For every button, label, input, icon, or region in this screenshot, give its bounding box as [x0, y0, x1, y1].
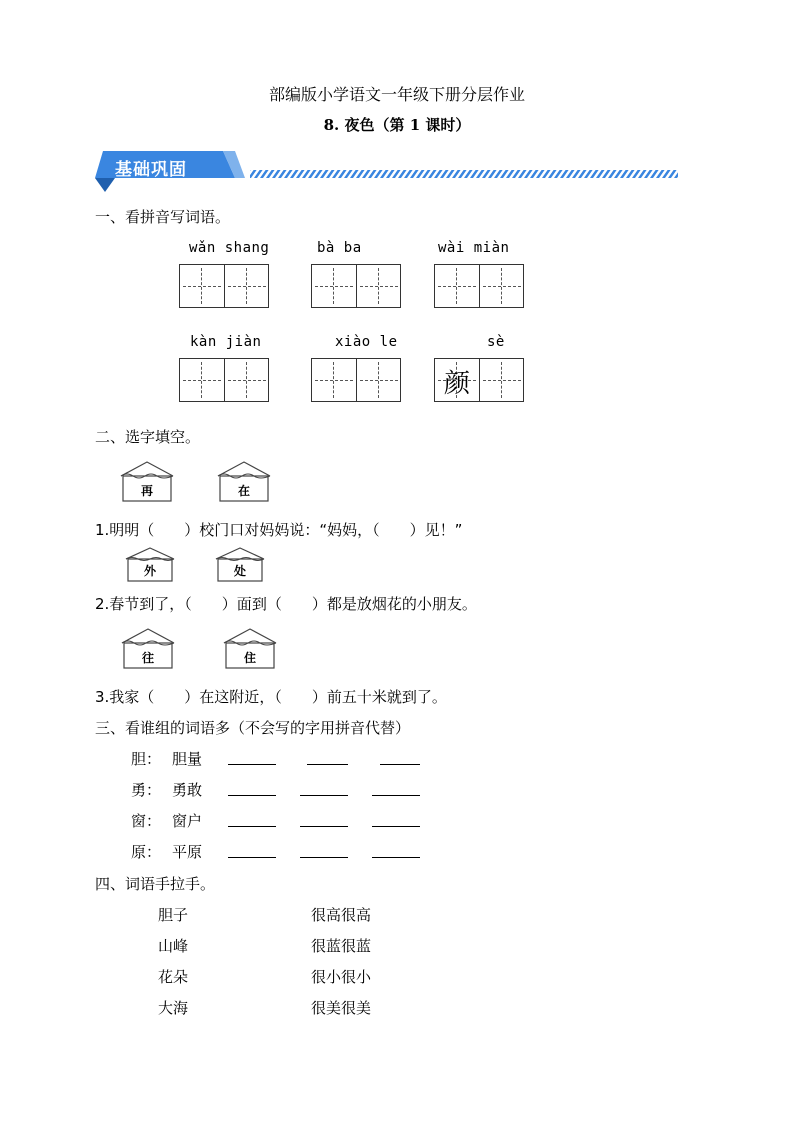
- section2-heading: 二、选字填空。: [95, 428, 201, 446]
- match-left-item[interactable]: 花朵: [158, 968, 189, 986]
- match-right-item[interactable]: 很小很小: [311, 968, 372, 986]
- fill-sentence: 2.春节到了，（ ）面到（ ）都是放烟花的小朋友。: [95, 595, 477, 613]
- answer-blank[interactable]: [307, 764, 348, 765]
- house-option-box: [222, 627, 278, 669]
- answer-blank[interactable]: [372, 826, 420, 827]
- pinyin-label: xiào le: [335, 334, 398, 350]
- house-option-box: [120, 627, 176, 669]
- pinyin-label: bà ba: [317, 240, 362, 256]
- answer-blank[interactable]: [300, 826, 348, 827]
- tian-grid-box[interactable]: [179, 358, 269, 402]
- word-example: 窗户: [172, 812, 203, 830]
- match-right-item[interactable]: 很美很美: [311, 999, 372, 1017]
- answer-blank[interactable]: [228, 795, 276, 796]
- section3-heading: 三、看谁组的词语多（不会写的字用拼音代替）: [95, 719, 411, 737]
- house-option-box: [214, 546, 266, 582]
- word-char: 窗：: [131, 812, 162, 830]
- pinyin-label: kàn jiàn: [190, 334, 262, 350]
- pinyin-label: wài miàn: [438, 240, 510, 256]
- match-left-item[interactable]: 山峰: [158, 937, 189, 955]
- option-char: 外: [143, 564, 156, 578]
- answer-blank[interactable]: [228, 764, 276, 765]
- banner-label: 基础巩固: [115, 160, 187, 180]
- tian-grid-box[interactable]: [179, 264, 269, 308]
- option-char: 再: [140, 484, 153, 498]
- page-title: 部编版小学语文一年级下册分层作业: [268, 85, 525, 104]
- pinyin-label: wǎn shang: [189, 240, 270, 256]
- given-character: 颜: [443, 369, 470, 399]
- answer-blank[interactable]: [380, 764, 420, 765]
- option-char: 往: [141, 651, 154, 665]
- section4-heading: 四、词语手拉手。: [95, 875, 216, 893]
- fill-sentence: 3.我家（ ）在这附近，（ ）前五十米就到了。: [95, 688, 447, 706]
- word-char: 勇：: [131, 781, 162, 799]
- answer-blank[interactable]: [300, 795, 348, 796]
- word-char: 原：: [131, 843, 162, 861]
- section1-heading: 一、看拼音写词语。: [95, 208, 231, 226]
- match-left-item[interactable]: 胆子: [158, 906, 189, 924]
- answer-blank[interactable]: [372, 857, 420, 858]
- tian-grid-box[interactable]: [311, 264, 401, 308]
- tian-grid-box[interactable]: [434, 264, 524, 308]
- word-char: 胆：: [131, 750, 162, 768]
- house-option-box: [124, 546, 176, 582]
- match-right-item[interactable]: 很蓝很蓝: [311, 937, 372, 955]
- answer-blank[interactable]: [228, 826, 276, 827]
- answer-blank[interactable]: [372, 795, 420, 796]
- fill-sentence: 1.明明（ ）校门口对妈妈说：“妈妈，（ ）见！”: [95, 521, 463, 539]
- lesson-subtitle: 8. 夜色（第 1 课时）: [323, 116, 471, 134]
- house-option-box: [119, 460, 175, 502]
- option-char: 处: [233, 564, 246, 578]
- house-option-box: [216, 460, 272, 502]
- word-example: 平原: [172, 843, 203, 861]
- option-char: 住: [243, 651, 256, 665]
- word-example: 勇敢: [172, 781, 203, 799]
- section-banner: [95, 148, 680, 192]
- answer-blank[interactable]: [228, 857, 276, 858]
- tian-grid-box[interactable]: [311, 358, 401, 402]
- tian-grid-box[interactable]: [434, 358, 524, 402]
- option-char: 在: [237, 484, 250, 498]
- pinyin-label: sè: [487, 334, 505, 350]
- match-right-item[interactable]: 很高很高: [311, 906, 372, 924]
- word-example: 胆量: [172, 750, 203, 768]
- match-left-item[interactable]: 大海: [158, 999, 189, 1017]
- answer-blank[interactable]: [300, 857, 348, 858]
